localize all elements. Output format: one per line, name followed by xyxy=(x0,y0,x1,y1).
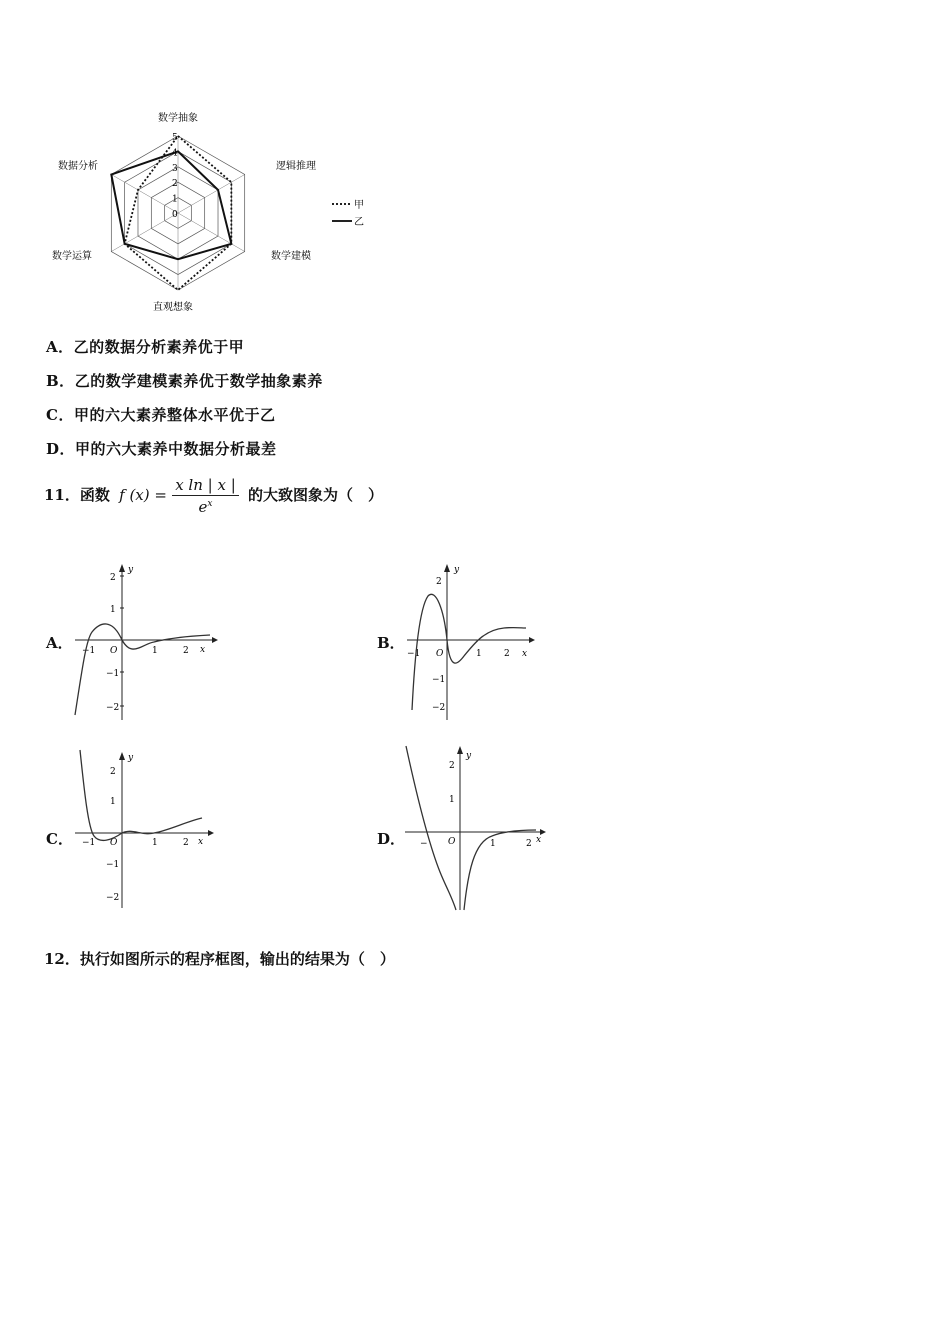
graph-c-label: C． xyxy=(46,830,73,848)
svg-text:y: y xyxy=(128,565,134,575)
svg-text:−2: −2 xyxy=(106,893,120,903)
svg-text:x: x xyxy=(198,837,204,847)
q12-stem xyxy=(44,948,395,969)
radar-axis-label: 数学抽象 xyxy=(158,113,198,124)
radar-axis-label: 逻辑推理 xyxy=(276,161,316,172)
svg-text:y: y xyxy=(454,565,460,575)
option-letter: C． xyxy=(46,406,74,424)
question-number: 11． xyxy=(44,486,80,504)
svg-text:−2: −2 xyxy=(106,703,120,713)
svg-text:2: 2 xyxy=(449,761,455,771)
legend-jia: 甲 xyxy=(354,200,364,211)
graph-b-label: B． xyxy=(377,634,405,652)
option-text: 乙的数据分析素养优于甲 xyxy=(73,338,245,356)
svg-text:1: 1 xyxy=(110,605,116,615)
denominator-base: e xyxy=(198,498,208,516)
svg-text:y: y xyxy=(466,751,472,761)
q11-prefix: 函数 xyxy=(79,486,110,504)
radar-ring-label: 1 xyxy=(172,194,178,205)
radar-axis-label: 数据分析 xyxy=(58,161,98,172)
radar-ring-label: 0 xyxy=(172,210,178,220)
option-text: 甲的六大素养整体水平优于乙 xyxy=(73,406,276,424)
svg-text:−1: −1 xyxy=(82,646,96,656)
svg-text:−2: −2 xyxy=(432,703,446,713)
q11-fraction xyxy=(172,476,239,516)
option-letter: D． xyxy=(46,440,76,458)
svg-text:−1: −1 xyxy=(432,675,446,685)
svg-text:O: O xyxy=(436,649,444,659)
option-letter: B． xyxy=(46,372,75,390)
q11-denominator xyxy=(198,496,212,516)
radar-ring-label: 4 xyxy=(172,148,178,159)
svg-text:−1: −1 xyxy=(407,649,421,659)
radar-ring-label: 5 xyxy=(172,133,178,143)
svg-text:x: x xyxy=(536,835,542,845)
denominator-exp: x xyxy=(207,499,213,509)
graph-c xyxy=(70,748,220,913)
option-text: 甲的六大素养中数据分析最差 xyxy=(75,440,277,458)
svg-text:O: O xyxy=(448,837,456,847)
q10-option-a xyxy=(46,336,244,357)
svg-text:2: 2 xyxy=(183,838,189,848)
svg-text:−1: −1 xyxy=(106,669,120,679)
radar-legend xyxy=(332,199,364,228)
q11-suffix: 的大致图象为（ ） xyxy=(247,486,383,504)
svg-text:2: 2 xyxy=(436,577,442,587)
radar-chart xyxy=(40,100,380,325)
svg-text:−1: −1 xyxy=(106,860,120,870)
svg-text:x: x xyxy=(522,649,528,659)
svg-text:x: x xyxy=(200,645,206,655)
q12-text: 执行如图所示的程序框图，输出的结果为（ ） xyxy=(79,950,395,968)
svg-text:2: 2 xyxy=(526,839,532,849)
option-text: 乙的数学建模素养优于数学抽象素养 xyxy=(74,372,323,390)
q11-stem xyxy=(44,476,383,516)
svg-text:−1: −1 xyxy=(82,838,96,848)
q11-function-name: f (x) = xyxy=(119,486,167,504)
radar-ring-label: 2 xyxy=(172,179,178,190)
q10-option-d xyxy=(46,438,277,459)
svg-text:2: 2 xyxy=(110,573,116,583)
svg-text:1: 1 xyxy=(152,646,158,656)
svg-text:1: 1 xyxy=(449,795,455,805)
graph-a xyxy=(70,560,220,725)
q10-option-c xyxy=(46,404,275,425)
svg-text:−: − xyxy=(420,839,428,849)
svg-text:2: 2 xyxy=(183,646,189,656)
svg-text:O: O xyxy=(110,646,118,656)
radar-ring-label: 3 xyxy=(172,163,178,174)
legend-yi: 乙 xyxy=(354,217,364,228)
svg-text:2: 2 xyxy=(504,649,510,659)
svg-text:y: y xyxy=(128,753,134,763)
graph-b xyxy=(404,560,554,725)
svg-text:2: 2 xyxy=(110,767,116,777)
q10-option-b xyxy=(46,370,323,391)
graph-d xyxy=(402,742,552,914)
radar-spoke xyxy=(178,213,245,252)
radar-spoke xyxy=(111,213,178,252)
svg-text:O: O xyxy=(110,838,118,848)
question-number: 12． xyxy=(44,950,80,968)
radar-ring-labels xyxy=(172,133,178,220)
svg-text:1: 1 xyxy=(110,797,116,807)
svg-text:1: 1 xyxy=(152,838,158,848)
svg-text:1: 1 xyxy=(476,649,482,659)
radar-axis-label: 数学建模 xyxy=(271,251,311,262)
svg-text:1: 1 xyxy=(490,839,496,849)
radar-spoke xyxy=(178,175,245,214)
radar-axis-label: 直观想象 xyxy=(153,302,193,313)
radar-axis-label: 数学运算 xyxy=(52,251,92,262)
option-letter: A． xyxy=(46,338,74,356)
q11-numerator: x ln | x | xyxy=(172,476,239,496)
graph-a-label: A． xyxy=(46,634,73,652)
graph-d-label: D． xyxy=(377,830,406,848)
